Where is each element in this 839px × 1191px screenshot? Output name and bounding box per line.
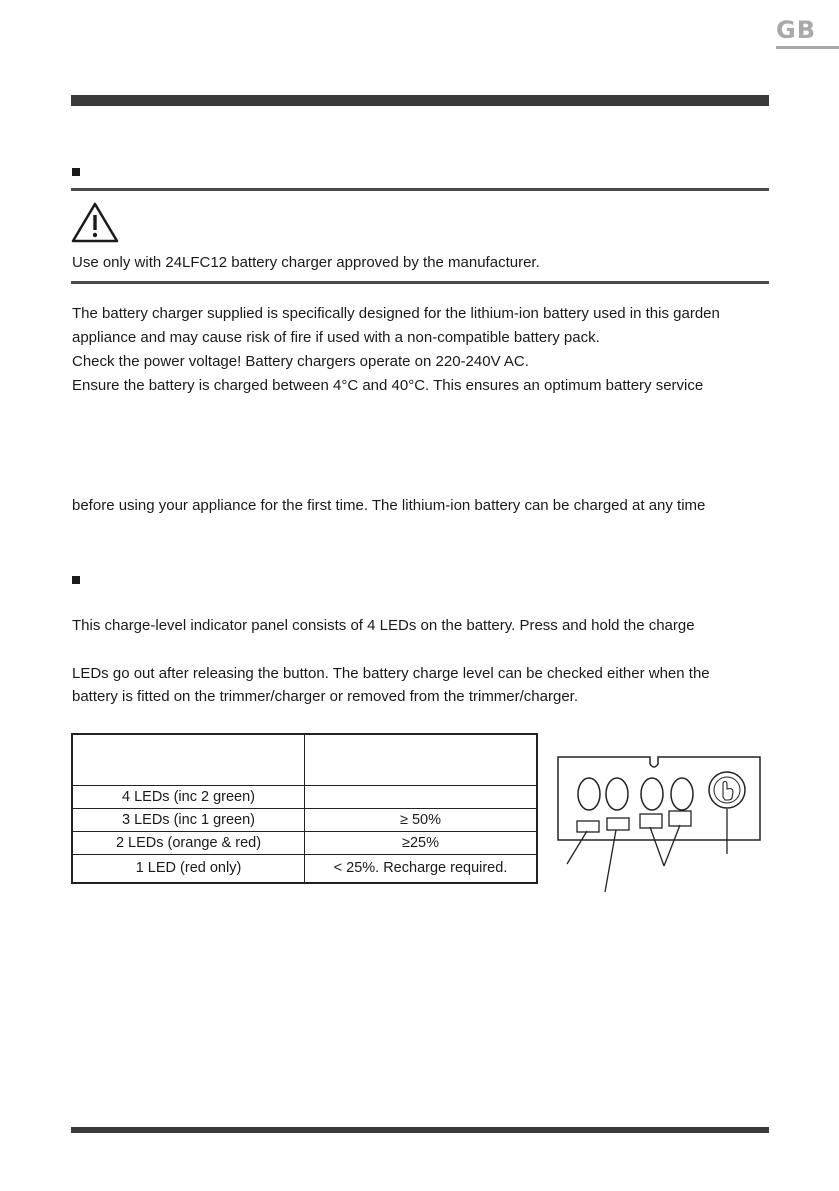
pointer-line-1 <box>567 831 587 864</box>
indicator-line: LEDs go out after releasing the button. The battery charge level can be checked either when the <box>72 665 710 682</box>
table-row <box>72 855 537 883</box>
pointing-hand-icon <box>723 782 733 801</box>
paragraph-line: Ensure the battery is charged between 4°C and 40°C. This ensures an optimum battery service <box>72 377 704 394</box>
led-2-icon <box>606 778 628 810</box>
paragraph-line: appliance and may cause risk of fire if used with a non-compatible battery pack. <box>72 329 600 346</box>
led-1-icon <box>578 778 600 810</box>
header-bar <box>71 95 769 106</box>
table-cell-leds: 2 LEDs (orange & red) <box>72 832 305 855</box>
led-window-2 <box>607 818 629 830</box>
table-cell-leds: 1 LED (red only) <box>72 855 305 883</box>
warning-top-rule <box>71 188 769 191</box>
table-header-cell <box>72 734 305 786</box>
charge-level-table <box>71 733 538 884</box>
warning-text: Use only with 24LFC12 battery charger approved by the manufacturer. <box>72 254 540 271</box>
warning-triangle-icon <box>70 201 120 243</box>
charge-check-button-inner <box>714 777 740 803</box>
led-window-3 <box>640 814 662 828</box>
table-cell-level: ≥ 50% <box>305 809 538 832</box>
table-cell-leds: 4 LEDs (inc 2 green) <box>72 786 305 809</box>
led-window-4 <box>669 811 691 826</box>
paragraph-line: before using your appliance for the first time. The lithium-ion battery can be charged at any time <box>72 497 706 514</box>
table-row <box>72 832 537 855</box>
section-bullet <box>72 576 80 584</box>
language-tab: GB <box>776 16 816 44</box>
table-cell-level <box>305 786 538 809</box>
section-bullet <box>72 168 80 176</box>
pointer-line-3 <box>650 827 664 866</box>
language-tab-underline <box>776 46 839 49</box>
table-header-row <box>72 734 537 786</box>
indicator-line: This charge-level indicator panel consists of 4 LEDs on the battery. Press and hold the charge <box>72 617 695 634</box>
table-row <box>72 809 537 832</box>
led-4-icon <box>671 778 693 810</box>
table-cell-level: ≥25% <box>305 832 538 855</box>
footer-bar <box>71 1127 769 1133</box>
table-row <box>72 786 537 809</box>
paragraph-line: Check the power voltage! Battery chargers operate on 220-240V AC. <box>72 353 529 370</box>
pointer-line-4 <box>664 825 680 866</box>
table-cell-leds: 3 LEDs (inc 1 green) <box>72 809 305 832</box>
table-header-cell <box>305 734 538 786</box>
battery-indicator-diagram <box>556 752 766 897</box>
warning-bottom-rule <box>71 281 769 284</box>
paragraph-line: The battery charger supplied is specifically designed for the lithium-ion battery used in this garden <box>72 305 720 322</box>
led-window-1 <box>577 821 599 832</box>
table-cell-level: < 25%. Recharge required. <box>305 855 538 883</box>
indicator-line: battery is fitted on the trimmer/charger or removed from the trimmer/charger. <box>72 688 579 705</box>
led-3-icon <box>641 778 663 810</box>
